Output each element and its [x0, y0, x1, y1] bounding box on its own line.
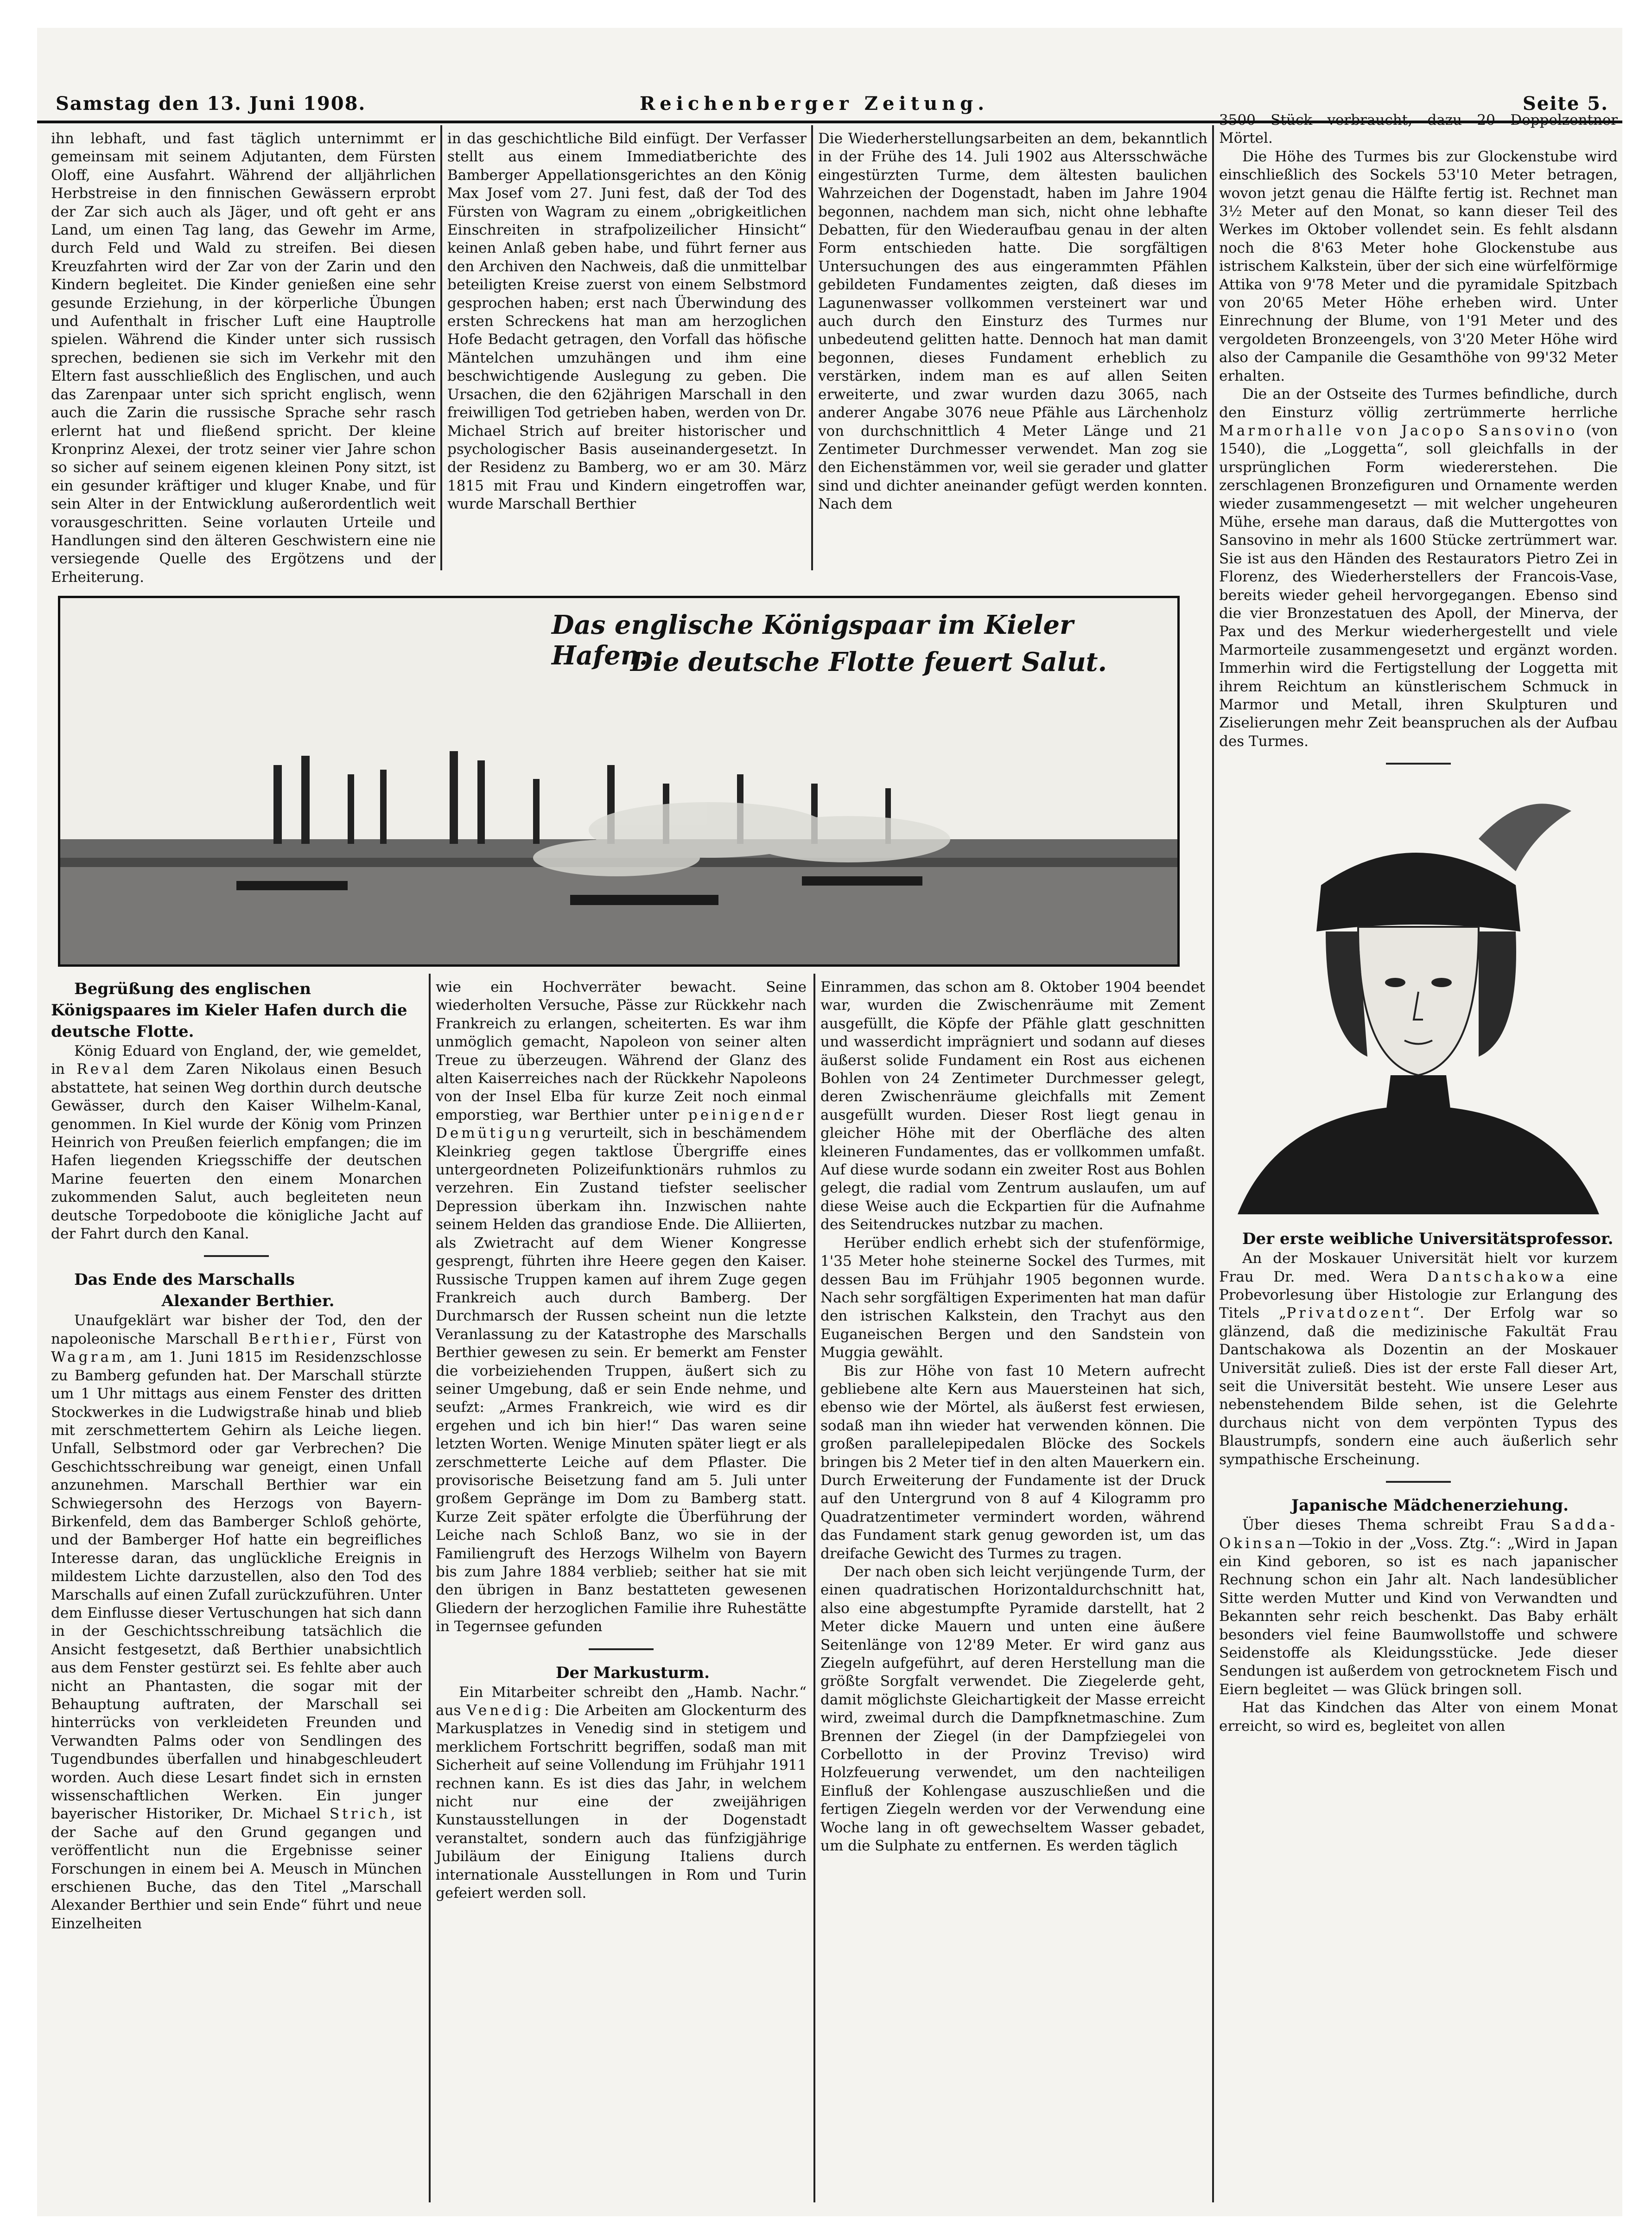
section-divider: [204, 1255, 269, 1257]
header-page-number: Seite 5.: [1522, 93, 1608, 115]
foundation-text: Einrammen, das schon am 8. Oktober 1904 beendet war, wurden die Zwischenräume mit Zement ausgefüllt, die Köpfe der Pfähle glatt geschnitten und wasserdicht imprägniert und sodann auf dieses äußerst solide Fundament ein Rost aus eichenen Bohlen von 24 Zentimeter Durchmesser gelegt, deren Zwischenräume gleichfalls mit Zement ausgefüllt wurden. Dieser Rost liegt genau in gleicher Höhe mit der Oberfläche des alten kleineren Fundamentes, das er vollkommen umfaßt. Auf diese wurde sodann ein zweiter Rost aus Bohlen gelegt, die radial vom Zentrum auslaufen, um auf diese Weise auch die Eckpartien für die Aufnahme des Seitendruckes nutzbar zu machen.: [820, 979, 1205, 1233]
markusturm-headline: Der Markusturm.: [555, 1663, 710, 1682]
section-divider: [1386, 763, 1451, 765]
kiel-headline: Begrüßung des englischen Königspaares im Kieler Hafen durch die deutsche Flotte.: [51, 980, 407, 1041]
professor-headline: Der erste weibliche Universitätsprofessor.: [1242, 1230, 1614, 1249]
bottom-column-3: [820, 978, 1205, 2202]
bottom-column-2: [436, 978, 807, 2202]
kiel-harbour-illustration: [58, 596, 1180, 967]
column-rule: [811, 125, 813, 570]
section-divider: [1386, 1481, 1451, 1483]
sockel-text: Herüber endlich erhebt sich der stufenförmige, 1'35 Meter hohe steinerne Sockel des Turmes, mit dessen Bau im Frühjahr 1905 begonnen wurde. Nach sehr sorgfältigen Experimenten hat man dafür den istrischen Kalkstein, den Trachyt aus den Euganeischen Bergen und den Sandstein von Muggia gewählt.: [820, 1234, 1205, 1361]
top-column-3: [818, 130, 1207, 570]
column-rule: [440, 125, 442, 570]
berthier-end-text: wie ein Hochverräter bewacht. Seine wiederholten Versuche, Pässe zur Rückkehr nach Frankreich zu erlangen, scheiterten. Es war ihm unmöglich gemacht, Napoleon von seiner alten Treue zu überzeugen. Während der Glanz des alten Kaiserreiches nach der Rückkehr Napoleons von der Insel Elba für kurze Zeit noch einmal emporstieg, war Berthier unter peinigender Demütigung verurteilt, sich in beschämendem Kleinkrieg gegen taktlose Übergriffe eines untergeordneten Polizeifunktionärs ruhmlos zu verzehren. Ein Zustand tiefster seelischer Depression überkam ihn. Inzwischen nahte seinem Helden das grandiose Ende. Die Alliierten, als Zwietracht auf dem Wiener Kongresse gesprengt, führten ihre Heere gegen den Kaiser. Russische Truppen kamen auf ihrem Zuge gegen Frankreich auch durch Bamberg. Der Durchmarsch der Russen scheint nun die letzte Veranlassung zu der Katastrophe des Marschalls Berthier gewesen zu sein. Er bemerkt am Fenster die vorbeiziehenden Truppen, äußert sich zu seiner Umgebung, daß er sein Ende nehme, und seufzt: „Armes Frankreich, wie wird es dir ergehen und ich bin hier!“ Das waren seine letzten Worten. Wenige Minuten später liegt er als zerschmetterte Leiche auf dem Pflaster. Die provisorische Beisetzung fand am 5. Juli unter großem Gepränge im Dom zu Bamberg statt. Kurze Zeit später erfolgte die Überführung der Leiche nach Schloß Banz, wo sie in der Familiengruft des Herzogs Wilhelm von Bayern bis zum Jahre 1884 verblieb; seither hat sie mit den übrigen in Banz bestatteten gewesenen Gliedern der herzoglichen Familie ihre Ruhestätte in Tegernsee gefunden: [436, 979, 807, 1635]
section-divider: [589, 1648, 654, 1650]
berthier-headline-2: Alexander Berthier.: [161, 1292, 335, 1311]
loggetta-text: Die an der Ostseite des Turmes befindliche, durch den Einsturz völlig zertrümmerte herrliche Marmorhalle von Jacopo Sansovino (von 1540), die „Loggetta“, soll gleichfalls in der ursprünglichen Form wiedererstehen. Die zerschlagenen Bronzefiguren und Ornamente werden wieder zusammengesetzt — mit welcher ungeheuren Mühe, ersehe man daraus, daß die Muttergottes von Sansovino in mehr als 1600 Stücke zertrümmert war. Sie ist aus den Händen des Restaurators Pietro Zei in Florenz, des Wiederherstellers der Francois-Vase, bereits wieder geheil hervorgegangen. Ebenso sind die vier Bronzestatuen des Apoll, der Minerva, der Pax und des Merkur wiederhergestellt und viele Marmorteile zusammengesetzt und ergänzt worden. Immerhin wird die Fertigstellung der Loggetta mit ihrem Reichtum an künstlerischem Schmuck in Marmor und Metall, ihren Skulpturen und Ziselierungen mehr Zeit beanspruchen als der Aufbau des Turmes.: [1219, 386, 1618, 750]
bottom-column-1: [51, 978, 422, 2202]
tower-height-text: Die Höhe des Turmes bis zur Glockenstube wird einschließlich des Sockels 53'10 Meter betragen, wovon jetzt genau die Hälfte fertig ist. Rechnet man 3½ Meter auf den Monat, so kann dieser Teil des Werkes im Oktober vollendet sein. Es fehlt alsdann noch die 8'63 Meter hohe Glockenstube aus istrischem Kalkstein, über der sich eine würfelförmige Attika von 9'78 Meter und die pyramidale Spitzbach von 20'65 Meter Höhe erheben wird. Unter Einrechnung der Blume, von 1'91 Meter und des vergoldeten Bronzeengels, von 3'20 Meter Höhe wird also der Campanile die Gesamthöhe von 99'32 Meter erhalten.: [1219, 148, 1618, 384]
berthier-headline-1: Das Ende des Marschalls: [74, 1270, 295, 1289]
mauerkern-text: Bis zur Höhe von fast 10 Metern aufrecht gebliebene alte Kern aus Mauersteinen hat sich, ebenso wie der Mörtel, als äußerst fest erwiesen, sodaß man ihn wieder hat verwenden können. Die großen parallelepipedalen Blöcke des Sockels bringen bis 2 Meter tief in den alten Mauerkern ein. Durch Erweiterung der Fundamente ist der Druck auf den Untergrund von 8 auf 4 Kilogramm pro Quadratzentimeter vermindert worden, während das Fundament stark genug geworden ist, um das dreifache Gewicht des Turmes zu tragen.: [820, 1362, 1205, 1562]
markusturm-end-text: 3500 Stück verbraucht, dazu 20 Doppelzentner Mörtel.: [1219, 112, 1618, 147]
ziegel-text: Der nach oben sich leicht verjüngende Turm, der einen quadratischen Horizontaldurchschnitt hat, also eine abgestumpfte Pyramide darstellt, hat 2 Meter dicke Mauern und unten eine äußere Seitenlänge von 12'89 Meter. Er wird ganz aus Ziegeln aufgeführt, auf deren Herstellung man die größte Sorgfalt verwendet. Die Ziegelerde geht, damit möglichste Gleichartigkeit der Masse erreicht wird, zweimal durch die Dampfknetmaschine. Zum Brennen der Ziegel (in der Dampfziegelei von Corbellotto in der Provinz Treviso) wird Holzfeuerung verwendet, um den nachteiligen Einfluß der Kohlengase auszuschließen und die fertigen Ziegeln werden vor der Verwendung eine Woche lang in oft gewechseltem Wasser gebadet, um die Sulphate zu entfernen. Es werden täglich: [820, 1563, 1205, 1855]
column-rule: [813, 974, 815, 2202]
top-column-2: [447, 130, 807, 570]
header-paper-name: Reichenberger Zeitung.: [640, 93, 989, 115]
top-column-1: [51, 130, 436, 586]
professor-text: An der Moskauer Universität hielt vor kurzem Frau Dr. med. Wera Dantschakowa eine Probevorlesung über Histologie zur Erlangung des Titels „Privatdozent“. Der Erfolg war so glänzend, daß die medizinische Fakultät Frau Dantschakowa als Dozentin an der Moskauer Universität zuließ. Dies ist der erste Fall dieser Art, seit die Universität besteht. Wie unsere Leser aus nebenstehendem Bilde sehen, ist die Gelehrte durchaus nicht von dem verpönten Typus des Blaustrumpfs, sondern eine auch äußerlich sehr sympathische Erscheinung.: [1219, 1250, 1618, 1468]
japanese-headline: Japanische Mädchenerziehung.: [1291, 1496, 1569, 1515]
header-date: Samstag den 13. Juni 1908.: [56, 93, 366, 115]
kiel-text: König Eduard von England, der, wie gemeldet, in Reval dem Zaren Nikolaus einen Besuch abstattete, hat seinen Weg dorthin durch deutsche Gewässer, durch den Kaiser Wilhelm-Kanal, genommen. In Kiel wurde der König vom Prinzen Heinrich von Preußen feierlich empfangen; die im Hafen liegenden Kriegsschiffe der deutschen Marine feuerten den einem Monarchen zukommenden Salut, auch begleiteten neun deutsche Torpedoboote die königliche Jacht auf der Fahrt durch den Kanal.: [51, 1043, 422, 1243]
professor-portrait: [1219, 778, 1618, 1214]
right-column: [1219, 111, 1618, 2207]
illustration-caption-line-1: Das englische Königspaar im Kieler Hafen:: [552, 610, 1074, 671]
column-rule: [429, 974, 431, 2202]
japanese-text: Über dieses Thema schreibt Frau Sadda-Okinsan—Tokio in der „Voss. Ztg.“: „Wird in Japan ein Kind geboren, so ist es nach japanischer Rechnung schon ein Jahr alt. Nach landesüblicher Sitte werden Mutter und Kind von Verwandten und Bekannten sehr reich beschenkt. Das Baby erhält besonders viel feine Baumwollstoffe und schwere Seidenstoffe als Kleidungsstücke. Jede dieser Sendungen ist außerdem von getrocknetem Fisch und Eiern begleitet — was Glück bringen soll.: [1219, 1517, 1618, 1698]
berthier-continued-text: in das geschichtliche Bild einfügt. Der Verfasser stellt aus einem Immediatberichte des Bamberger Appellationsgerichtes an den König Max Josef vom 27. Juni fest, daß der Tod des Fürsten von Wagram zu einem „obrigkeitlichen Einschreiten in strafpolizeilicher Hinsicht“ keinen Anlaß geben habe, und führt ferner aus den Archiven den Nachweis, daß die unmittelbar beteiligten Kreise zuerst von einem Selbstmord gesprochen haben; erst nach Überwindung des ersten Schreckens hat man am herzoglichen Hofe Bedacht getragen, den Vorfall das höfische Mäntelchen umzuhängen und ihm eine beschwichtigende Auslegung zu geben. Die Ursachen, die den 62jährigen Marschall in den freiwilligen Tod getrieben haben, werden von Dr. Michael Strich auf breiter historischer und psychologischer Basis auseinandergesetzt. In der Residenz zu Bamberg, wo er am 30. März 1815 mit Frau und Kindern eingetroffen war, wurde Marschall Berthier: [447, 130, 807, 513]
berthier-text: Unaufgeklärt war bisher der Tod, den der napoleonische Marschall Berthier, Fürst von Wagram, am 1. Juni 1815 im Residenzschlosse zu Bamberg gefunden hat. Der Marschall stürzte um 1 Uhr mittags aus einem Fenster des dritten Stockwerkes in die Ludwigstraße hinab und blieb mit zerschmettertem Gehirn als Leiche liegen. Unfall, Selbstmord oder gar Verbrechen? Die Geschichtsschreibung war geneigt, einen Unfall anzunehmen. Marschall Berthier war ein Schwiegersohn des Herzogs von Bayern-Birkenfeld, dem das Bamberger Schloß gehörte, und der Bamberger Hof hatte ein begreifliches Interesse daran, das unglückliche Ereignis in mildestem Lichte darzustellen, also den Tod des Marschalls auf einen Zufall zurückzuführen. Unter dem Einflusse dieser Vertuschungen hat sich dann in der Geschichtsschreibung tatsächlich die Ansicht festgesetzt, daß Berthier unabsichtlich aus dem Fenster gestürzt sei. Es fehlte aber auch nicht an Phantasten, die sogar mit der Behauptung auftraten, der Marschall sei hinterrücks von verkleideten Freunden und Verwandten Palms oder von Sendlingen des Tugendbundes überfallen und hinabgeschleudert worden. Auch diese Lesart findet sich in ernsten wissenschaftlichen Werken. Ein junger bayerischer Historiker, Dr. Michael Strich, ist der Sache auf den Grund gegangen und veröffentlicht nun die Ergebnisse seiner Forschungen in einem bei A. Meusch in München erschienen Buche, das den Titel „Marschall Alexander Berthier und sein Ende“ führt und neue Einzelheiten: [51, 1312, 422, 1932]
column-rule: [1212, 125, 1214, 2202]
markusturm-text: Ein Mitarbeiter schreibt den „Hamb. Nachr.“ aus Venedig: Die Arbeiten am Glockenturm des Markusplatzes in Venedig sind in stetigem und merklichem Fortschritt begriffen, sodaß man mit Sicherheit auf seine Vollendung im Frühjahr 1911 rechnen kann. Es ist dies das Jahr, in welchem nicht nur eine der zweijährigen Kunstausstellungen in der Dogenstadt veranstaltet, sondern auch das fünfzigjährige Jubiläum der Einigung Italiens durch internationale Ausstellungen in Rom und Turin gefeiert werden soll.: [436, 1684, 807, 1902]
japanese-text-2: Hat das Kindchen das Alter von einem Monat erreicht, so wird es, begleitet von allen: [1219, 1699, 1618, 1735]
markusturm-continued-text: Die Wiederherstellungsarbeiten an dem, bekanntlich in der Frühe des 14. Juli 1902 aus Altersschwäche eingestürzten Turme, dem ältesten baulichen Wahrzeichen der Dogenstadt, haben im Jahre 1904 begonnen, nachdem man sich, nicht ohne lebhafte Debatten, für den Wiederaufbau genau in der alten Form entschieden hatte. Die sorgfältigen Untersuchungen des aus eingerammten Pfählen gebildeten Fundamentes zeigten, daß dieses im Lagunenwasser vollkommen versteinert war und auch durch den Einsturz des Turmes nur unbedeutend gelitten hatte. Dennoch hat man damit begonnen, dieses Fundament erheblich zu verstärken, indem man es auf allen Seiten erweiterte, und zwar wurden dazu 3065, nach anderer Angabe 3076 neue Pfähle aus Lärchenholz von durchschnittlich 4 Meter Länge und 21 Zentimeter Durchmesser verwendet. Man zog sie den Eichenstämmen vor, weil sie gerader und glatter sind und dichter aneinander gefügt werden konnten. Nach dem: [818, 130, 1207, 513]
illustration-caption-line-2: Die deutsche Flotte feuert Salut.: [630, 647, 1107, 677]
zar-article-text: ihn lebhaft, und fast täglich unternimmt er gemeinsam mit seinem Adjutanten, dem Fürsten Oloff, eine Ausfahrt. Während der alljährlichen Herbstreise in den finnischen Gewässern erprobt der Zar sich auch als Jäger, und oft geht er ans Land, um einen Tag lang, das Gewehr im Arme, durch Feld und Wald zu streifen. Bei diesen Kreuzfahrten wird der Zar von der Zarin und den Kindern begleitet. Die Kinder genießen eine sehr gesunde Erziehung, in der körperliche Übungen und Aufenthalt in frischer Luft eine Hauptrolle spielen. Während die Kinder unter sich russisch sprechen, bedienen sie sich im Verkehr mit den Eltern fast ausschließlich des Englischen, und auch das Zarenpaar unter sich spricht englisch, wenn auch die Zarin die russische Sprache sehr rasch erlernt hat und fließend spricht. Der kleine Kronprinz Alexei, der trotz seiner vier Jahre schon so sicher auf seinem eigenen kleinen Pony sitzt, ist ein gesunder kräftiger und kluger Knabe, und für sein Alter in der Entwicklung außerordentlich weit vorausgeschritten. Seine vorlauten Urteile und Handlungen sind den älteren Geschwistern eine nie versiegende Quelle des Ergötzens und der Erheiterung.: [51, 130, 436, 586]
